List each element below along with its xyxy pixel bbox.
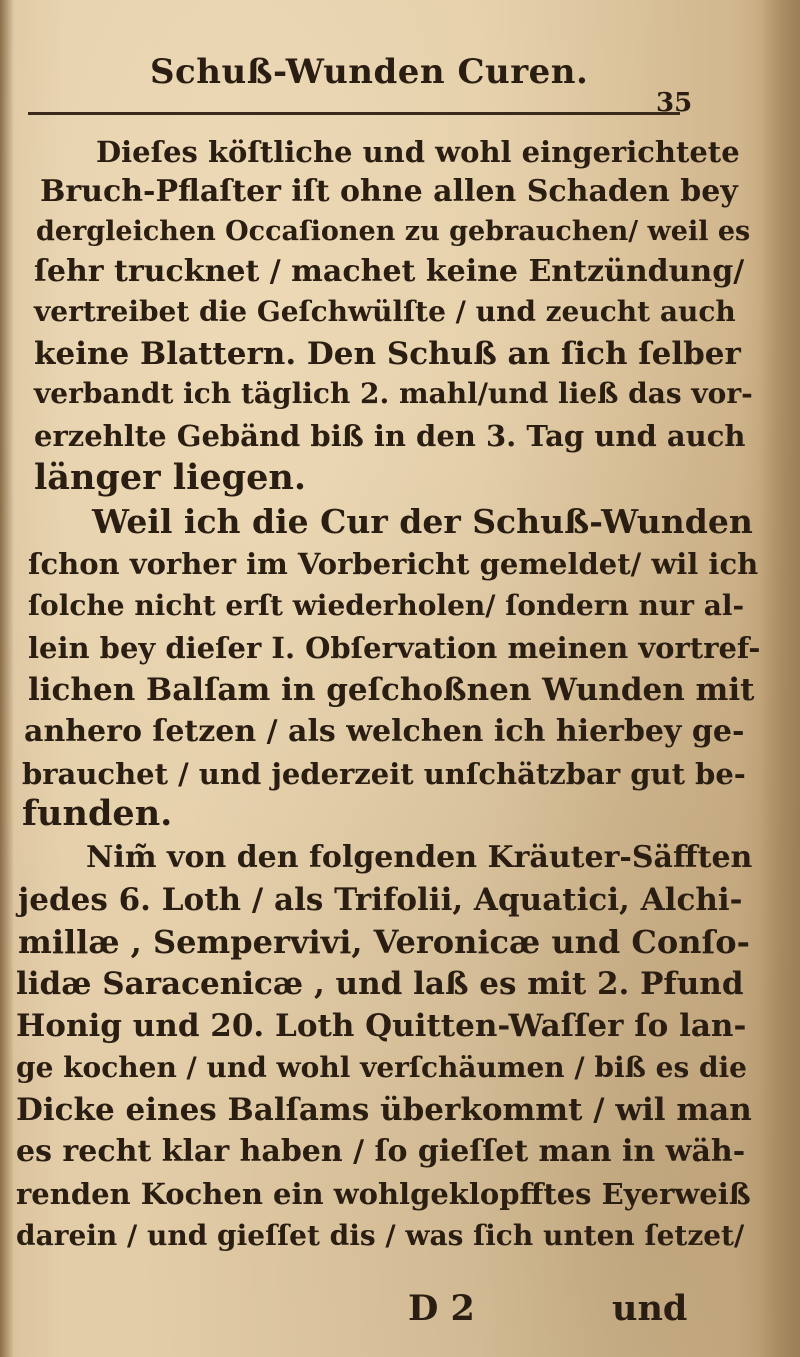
text-line: Honig und 20. Loth Quitten-Waſſer ſo lan- bbox=[16, 1008, 747, 1044]
text-line: erzehlte Gebänd biß in den 3. Tag und auch bbox=[34, 419, 746, 453]
text-line: ſolche nicht erſt wiederholen/ ſondern nur al- bbox=[28, 589, 745, 622]
text-line: Dieſes köſtliche und wohl eingerichtete bbox=[96, 135, 740, 169]
text-line: lichen Balſam in geſchoßnen Wunden mit bbox=[28, 672, 755, 708]
text-line: millæ , Sempervivi, Veronicæ und Conſo- bbox=[18, 923, 750, 961]
text-line: Bruch-Pflaſter iſt ohne allen Schaden bey bbox=[40, 174, 738, 209]
page-shadow-right bbox=[760, 0, 800, 1357]
running-title: Schuß-Wunden Curen. bbox=[150, 52, 589, 92]
text-line: jedes 6. Loth / als Trifolii, Aquatici, Alchi- bbox=[18, 882, 743, 918]
text-line: Dicke eines Balſams überkommt / wil man bbox=[16, 1092, 752, 1128]
header-rule bbox=[28, 112, 680, 115]
text-line: darein / und gieſſet dis / was ſich unten ſetzet/ bbox=[16, 1219, 745, 1252]
text-line: ſchon vorher im Vorbericht gemeldet/ wil ich bbox=[28, 547, 759, 581]
text-line: länger liegen. bbox=[34, 457, 307, 498]
text-line: lidæ Saracenicæ , und laß es mit 2. Pfund bbox=[16, 966, 744, 1002]
text-line: ſehr trucknet / machet keine Entzündung/ bbox=[34, 254, 745, 289]
text-line: anhero ſetzen / als welchen ich hierbey ge- bbox=[24, 714, 745, 749]
text-line: es recht klar haben / ſo gieſſet man in wäh- bbox=[16, 1134, 746, 1169]
text-line: dergleichen Occaſionen zu gebrauchen/ weil es bbox=[36, 216, 751, 247]
text-line: Nim̃ von den folgenden Kräuter-Säfften bbox=[86, 840, 753, 875]
text-line: ge kochen / und wohl verſchäumen / biß es die bbox=[16, 1051, 747, 1084]
text-line: verbandt ich täglich 2. mahl/und ließ das vor- bbox=[34, 377, 753, 410]
page-shadow-left bbox=[0, 0, 14, 1357]
text-line: renden Kochen ein wohlgeklopfftes Eyerweiß bbox=[16, 1177, 751, 1211]
text-line: brauchet / und jederzeit unſchätzbar gut be- bbox=[22, 757, 746, 791]
text-line: Weil ich die Cur der Schuß-Wunden bbox=[92, 502, 753, 541]
text-line: vertreibet die Geſchwülſte / und zeucht auch bbox=[34, 295, 736, 328]
signature-mark: D 2 bbox=[408, 1288, 475, 1329]
page-number: 35 bbox=[656, 88, 693, 118]
text-line: keine Blattern. Den Schuß an ſich ſelber bbox=[34, 336, 741, 372]
text-line: funden. bbox=[22, 793, 173, 834]
text-line: lein bey dieſer I. Obſervation meinen vortref- bbox=[28, 631, 761, 665]
catchword: und bbox=[612, 1288, 688, 1329]
